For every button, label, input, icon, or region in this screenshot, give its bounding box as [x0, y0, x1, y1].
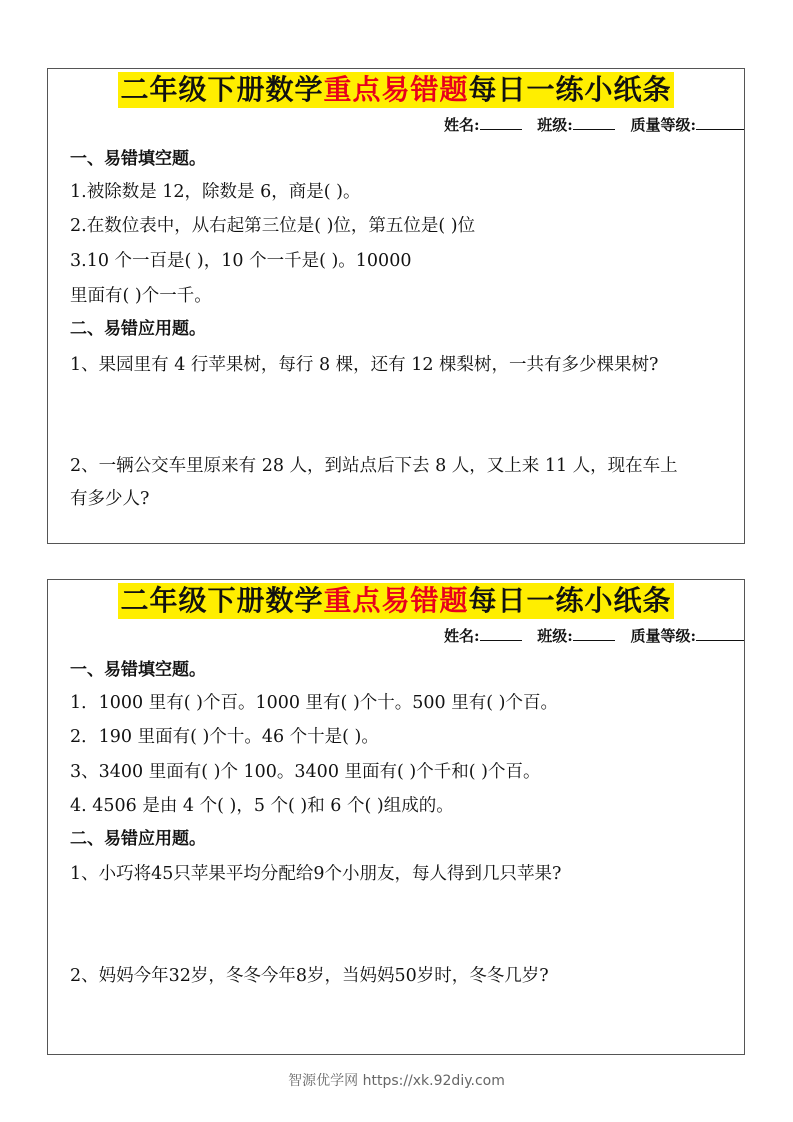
question-line: 2.在数位表中，从右起第三位是( )位，第五位是( )位	[70, 216, 476, 236]
card-title	[48, 72, 744, 108]
question-line: 1、果园里有 4 行苹果树，每行 8 棵，还有 12 棵梨树，一共有多少棵果树?	[70, 355, 659, 375]
title-part-1: 二年级下册数学	[120, 73, 324, 106]
grade-label: 质量等级:	[630, 627, 696, 645]
question-line: 2、一辆公交车里原来有 28 人，到站点后下去 8 人，又上来 11 人，现在车上	[70, 456, 678, 476]
name-blank[interactable]	[480, 626, 522, 641]
class-label: 班级:	[537, 116, 573, 134]
section-title-application: 二、易错应用题。	[70, 829, 206, 849]
section-title-application: 二、易错应用题。	[70, 319, 206, 339]
grade-blank[interactable]	[696, 115, 744, 130]
question-line: 1．1000 里有( )个百。1000 里有( )个十。500 里有( )个百。	[70, 693, 558, 713]
title-part-3: 每日一练小纸条	[468, 584, 672, 617]
student-info-row	[444, 625, 744, 646]
question-line: 2、妈妈今年32岁，冬冬今年8岁，当妈妈50岁时，冬冬几岁?	[70, 966, 549, 986]
worksheet-card-2	[47, 579, 745, 1055]
title-part-1: 二年级下册数学	[120, 584, 324, 617]
title-highlight	[118, 72, 673, 108]
name-label: 姓名:	[444, 116, 480, 134]
card-title	[48, 583, 744, 619]
grade-blank[interactable]	[696, 626, 744, 641]
grade-label: 质量等级:	[630, 116, 696, 134]
question-line: 2．190 里面有( )个十。46 个十是( )。	[70, 727, 379, 747]
title-part-red: 重点易错题	[323, 584, 469, 617]
question-line: 3、3400 里面有( )个 100。3400 里面有( )个千和( )个百。	[70, 762, 541, 782]
question-line: 3.10 个一百是( )，10 个一千是( )。10000	[70, 251, 412, 271]
section-title-fill: 一、易错填空题。	[70, 660, 206, 680]
name-blank[interactable]	[480, 115, 522, 130]
question-line: 里面有( )个一千。	[70, 286, 212, 306]
section-title-fill: 一、易错填空题。	[70, 149, 206, 169]
student-info-row	[444, 114, 744, 135]
class-label: 班级:	[537, 627, 573, 645]
title-part-3: 每日一练小纸条	[468, 73, 672, 106]
worksheet-card-1	[47, 68, 745, 544]
name-label: 姓名:	[444, 627, 480, 645]
class-blank[interactable]	[573, 626, 615, 641]
title-part-red: 重点易错题	[323, 73, 469, 106]
question-line: 4. 4506 是由 4 个( )，5 个( )和 6 个( )组成的。	[70, 796, 454, 816]
footer-watermark: 智源优学网 https://xk.92diy.com	[288, 1073, 505, 1089]
question-line: 1.被除数是 12，除数是 6，商是( )。	[70, 182, 361, 202]
question-line: 1、小巧将45只苹果平均分配给9个小朋友，每人得到几只苹果?	[70, 864, 562, 884]
class-blank[interactable]	[573, 115, 615, 130]
title-highlight	[118, 583, 673, 619]
question-line: 有多少人?	[70, 489, 150, 509]
